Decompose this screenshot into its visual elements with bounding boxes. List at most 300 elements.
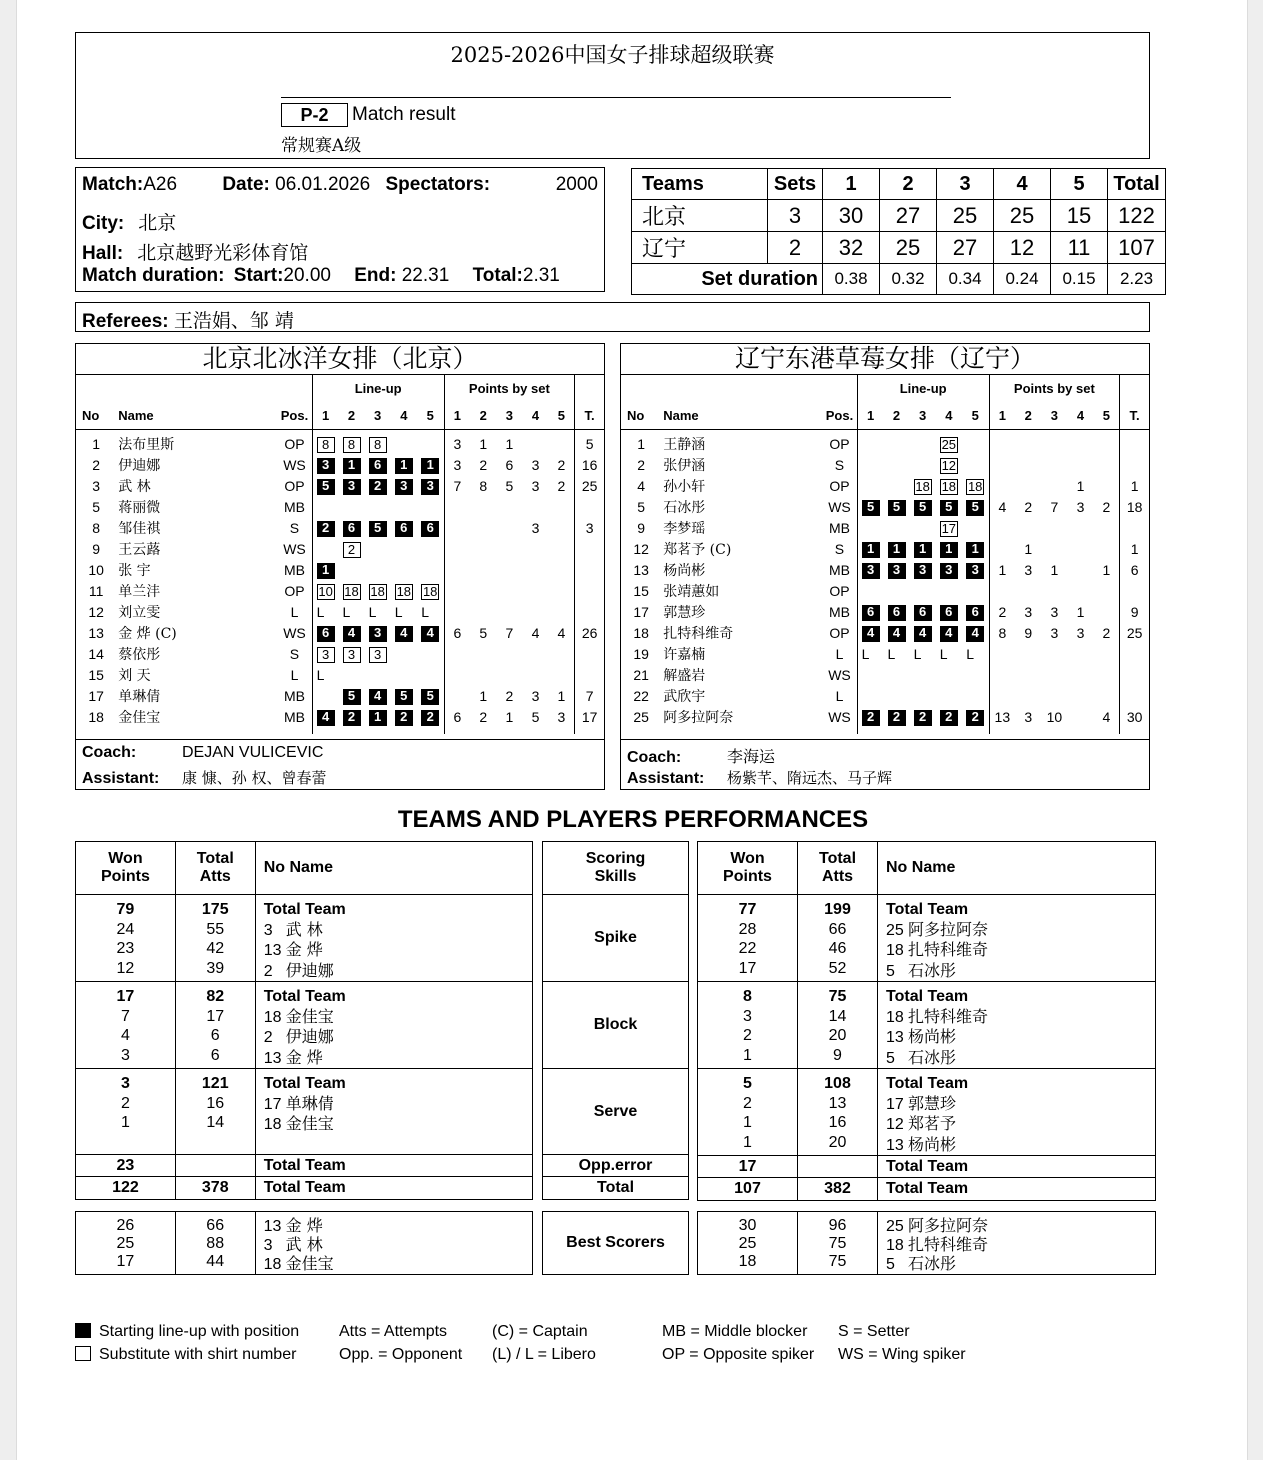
- set-points: [989, 644, 1015, 665]
- no-header: No: [621, 402, 661, 430]
- player-position: WS: [283, 457, 306, 473]
- home-roster: [75, 343, 605, 790]
- assistant-names: 杨紫芊、隋远杰、马子辉: [727, 769, 893, 787]
- player-name: 刘 天: [118, 668, 151, 684]
- player-number: 25: [633, 709, 649, 725]
- player-number: 13: [88, 625, 104, 641]
- lineup-cell: [338, 434, 364, 455]
- starting-position-marker: 1: [966, 542, 984, 558]
- total-atts-value: 75: [828, 1253, 847, 1270]
- player-number: 4: [637, 478, 645, 494]
- player-row: [76, 665, 604, 686]
- lineup-cell: [417, 455, 444, 476]
- total-atts-cell: [175, 982, 255, 1069]
- lineup-cell: [857, 686, 883, 707]
- referees-label: Referees:: [82, 311, 169, 332]
- set-points: 7: [1050, 499, 1059, 515]
- home-set-3: 25: [937, 200, 994, 232]
- player-number: 17: [263, 1095, 282, 1113]
- set-5-duration: 0.15: [1051, 264, 1108, 295]
- won-points-value: 17: [698, 1156, 798, 1178]
- total-atts-cell: [798, 895, 878, 982]
- total-atts-value: 42: [206, 940, 225, 957]
- starting-position-marker: 4: [862, 626, 880, 642]
- no-header: No: [76, 402, 116, 430]
- player-number: 2: [92, 457, 100, 473]
- lineup-cell: [910, 539, 936, 560]
- lineup-cell: [391, 602, 417, 623]
- player-name: 金佳宝: [285, 1006, 334, 1026]
- set-points: [496, 665, 522, 686]
- player-entry: [264, 1048, 532, 1069]
- lineup-cell: [883, 644, 909, 665]
- match-category: 常规赛A级: [281, 136, 362, 156]
- set-points: [1041, 476, 1067, 497]
- total-atts-value: 88: [206, 1235, 225, 1252]
- lineup-cell: [338, 686, 364, 707]
- set-points: [1067, 644, 1093, 665]
- starting-position-marker: 3: [343, 479, 361, 495]
- coach-label: Coach:: [627, 749, 682, 766]
- set-points: 2: [557, 457, 566, 473]
- set-points: 3: [444, 434, 470, 455]
- won-points-value: 3: [120, 1046, 130, 1064]
- starting-position-marker: 2: [940, 710, 958, 726]
- skill-group-row: [698, 982, 1156, 1069]
- won-points-value: 18: [738, 1253, 757, 1270]
- player-position: S: [834, 541, 845, 557]
- legend-captain: (C) = Captain: [492, 1323, 588, 1340]
- filler-cell: [989, 728, 1120, 734]
- set-points: [444, 686, 470, 707]
- player-total-points: [575, 644, 604, 665]
- lineup-set-2-header: 2: [338, 402, 364, 430]
- player-name: 金佳宝: [118, 710, 161, 726]
- player-name: 杨尚彬: [663, 563, 706, 579]
- player-name: 杨尚彬: [908, 1134, 957, 1154]
- libero-marker: L: [316, 604, 325, 620]
- libero-marker: L: [368, 604, 377, 620]
- won-points-cell: [698, 1212, 798, 1275]
- starting-position-marker: 5: [421, 689, 439, 705]
- set-points: 1: [989, 560, 1015, 581]
- set-points: 3: [1050, 604, 1059, 620]
- player-number: 13: [263, 1049, 282, 1067]
- lineup-cell: [857, 539, 883, 560]
- set-points: 1: [479, 436, 488, 452]
- player-position: MB: [828, 562, 850, 578]
- player-entry: [264, 1007, 532, 1028]
- lineup-cell: [417, 539, 444, 560]
- lineup-cell: [857, 623, 883, 644]
- lineup-cell: [365, 623, 391, 644]
- substitute-marker: 8: [317, 437, 335, 453]
- player-position: MB: [828, 520, 850, 536]
- set-points: [470, 665, 496, 686]
- date-label: Date:: [222, 174, 270, 195]
- total-atts-value: 6: [210, 1027, 220, 1044]
- away-total: 107: [1108, 232, 1166, 264]
- player-total-points: [1120, 518, 1149, 539]
- set-points: [522, 602, 548, 623]
- total-atts-value: 17: [206, 1007, 225, 1025]
- starting-position-marker: 5: [317, 479, 335, 495]
- won-points-value: 25: [116, 1235, 135, 1252]
- player-row: [621, 602, 1149, 623]
- player-name: 刘立雯: [118, 605, 161, 621]
- total-label: Total: [543, 1177, 689, 1200]
- set-points: 3: [531, 457, 540, 473]
- player-name: 武欣宇: [663, 689, 706, 705]
- set-points: [1015, 686, 1041, 707]
- substitute-marker: 3: [343, 647, 361, 663]
- filler-cell: [575, 728, 604, 734]
- lineup-cell: [883, 539, 909, 560]
- substitute-marker: 25: [941, 436, 957, 452]
- legend-opp: Opp. = Opponent: [339, 1346, 463, 1363]
- home-set-5: 15: [1051, 200, 1108, 232]
- player-number: 9: [637, 520, 645, 536]
- set-points: [549, 539, 575, 560]
- lineup-cell: [962, 644, 989, 665]
- lineup-cell: [857, 434, 883, 455]
- player-total-points: [1120, 455, 1149, 476]
- total-atts-cell: [798, 982, 878, 1069]
- lineup-cell: [962, 497, 989, 518]
- lineup-cell: [962, 686, 989, 707]
- performance-table: [542, 1211, 689, 1275]
- starting-position-marker: 5: [914, 500, 932, 516]
- won-points-value: 5: [743, 1075, 752, 1092]
- starting-position-marker: 5: [862, 500, 880, 516]
- total-atts-value: 82: [206, 988, 225, 1005]
- lineup-cell: [417, 602, 444, 623]
- won-points-value: 23: [76, 1155, 176, 1177]
- won-points-cell: [76, 1212, 176, 1275]
- match-info-box: [75, 167, 605, 292]
- set-points: 1: [1024, 541, 1033, 557]
- set-points: 3: [531, 520, 540, 536]
- starting-position-marker: 6: [940, 605, 958, 621]
- set-points: [444, 665, 470, 686]
- player-row: [621, 539, 1149, 560]
- home-team-name: 北京: [632, 200, 768, 232]
- player-entry: [886, 940, 1155, 961]
- player-entry: [886, 1007, 1155, 1028]
- coach-row: [82, 744, 323, 762]
- total-atts-value: 16: [828, 1114, 847, 1131]
- lineup-cell: [312, 644, 338, 665]
- starting-position-marker: 2: [343, 710, 361, 726]
- won-points-value: 30: [738, 1217, 757, 1234]
- won-points-value: 1: [120, 1114, 130, 1131]
- starting-position-marker: 1: [369, 710, 387, 726]
- player-name: 石冰彤: [908, 960, 957, 980]
- total-atts-cell: [798, 1069, 878, 1156]
- total-atts-value: 55: [206, 920, 225, 938]
- set-points: [1041, 644, 1067, 665]
- set-points: [989, 518, 1015, 539]
- set-5-header: 5: [1051, 169, 1108, 200]
- player-row: [621, 644, 1149, 665]
- libero-marker: L: [887, 646, 896, 662]
- set-points: 3: [1024, 709, 1033, 725]
- total-team-label: Total Team: [878, 1156, 1156, 1178]
- won-points-value: 3: [743, 1007, 752, 1025]
- starting-position-marker: 3: [888, 563, 906, 579]
- player-row: [76, 602, 604, 623]
- lineup-cell: [391, 665, 417, 686]
- total-team-label: Total Team: [263, 901, 346, 918]
- set-points: [549, 497, 575, 518]
- player-number: 18: [88, 709, 104, 725]
- total-team-label: Total Team: [255, 1155, 532, 1177]
- opp-error-row: [543, 1155, 689, 1177]
- set-points: [989, 476, 1015, 497]
- coach-label: Coach:: [82, 744, 137, 761]
- set-duration-label: Set duration: [632, 264, 823, 295]
- player-row: [621, 476, 1149, 497]
- skill-row: [543, 1069, 689, 1155]
- libero-marker: L: [861, 646, 870, 662]
- set-points: [549, 665, 575, 686]
- legend-substitute: [75, 1346, 296, 1364]
- player-number: 14: [88, 646, 104, 662]
- player-total-points: 3: [575, 518, 604, 539]
- lineup-cell: [962, 560, 989, 581]
- won-points-header: Won Points: [76, 842, 176, 895]
- no-name-header: No Name: [878, 842, 1156, 895]
- player-number: 2: [263, 962, 273, 980]
- player-entry: [886, 1236, 1155, 1255]
- roster-column-header: [76, 402, 604, 430]
- player-name: 许嘉楠: [663, 647, 706, 663]
- city-value: 北京: [138, 212, 177, 234]
- player-number: 3: [263, 921, 273, 939]
- starting-position-marker: 5: [940, 500, 958, 516]
- total-atts-header: Total Atts: [175, 842, 255, 895]
- set-points: 6: [505, 457, 514, 473]
- total-atts-value: 66: [828, 920, 847, 938]
- blank-header: [1120, 375, 1149, 402]
- lineup-cell: [936, 686, 962, 707]
- skill-group-row: [698, 895, 1156, 982]
- player-number: 5: [886, 1049, 895, 1067]
- match-info-row-1: [82, 174, 490, 196]
- player-position: OP: [829, 436, 850, 452]
- lineup-cell: [312, 518, 338, 539]
- points-set-2-header: 2: [470, 402, 496, 430]
- lineup-cell: [910, 560, 936, 581]
- pos-header: Pos.: [822, 402, 857, 430]
- lineup-cell: [883, 707, 909, 728]
- set-points: 8: [989, 623, 1015, 644]
- lineup-cell: [417, 434, 444, 455]
- form-name: Match result: [352, 104, 456, 125]
- set-points: [470, 602, 496, 623]
- lineup-cell: [936, 518, 962, 539]
- player-total-points: 25: [575, 476, 604, 497]
- starting-position-marker: 3: [421, 479, 439, 495]
- points-set-4-header: 4: [522, 402, 548, 430]
- substitute-marker: 10: [318, 583, 333, 599]
- starting-position-marker: 3: [966, 563, 984, 579]
- set-points: 2: [989, 602, 1015, 623]
- starting-position-marker: 3: [862, 563, 880, 579]
- player-number: 2: [263, 1029, 273, 1046]
- best-scorers-label: Best Scorers: [543, 1212, 689, 1275]
- set-2-duration: 0.32: [880, 264, 937, 295]
- lineup-cell: [365, 707, 391, 728]
- player-name: 杨尚彬: [908, 1027, 957, 1046]
- set-points: [1094, 602, 1120, 623]
- performance-header-row: [698, 842, 1156, 895]
- hall-value: 北京越野光彩体育馆: [137, 242, 309, 264]
- player-number: 13: [263, 1218, 282, 1235]
- set-points: 10: [1046, 709, 1063, 725]
- player-row: [621, 497, 1149, 518]
- lineup-cell: [417, 644, 444, 665]
- won-points-value: 28: [738, 920, 757, 938]
- lineup-cell: [391, 539, 417, 560]
- player-name: 法布里斯: [118, 437, 175, 453]
- filled-square-icon: [75, 1323, 91, 1338]
- home-set-2: 27: [880, 200, 937, 232]
- player-name: 金佳宝: [285, 1254, 334, 1273]
- set-points: [522, 497, 548, 518]
- won-points-value: 2: [743, 1027, 752, 1044]
- lineup-set-5-header: 5: [417, 402, 444, 430]
- won-points-value: 25: [738, 1235, 757, 1252]
- set-points: [496, 602, 522, 623]
- won-points-value: 3: [120, 1075, 130, 1092]
- lineup-cell: [417, 560, 444, 581]
- won-points-value: 17: [738, 959, 757, 977]
- total-atts-value: 13: [828, 1094, 847, 1112]
- won-points-cell: [76, 1069, 176, 1155]
- starting-position-marker: 4: [317, 710, 335, 726]
- player-row: [621, 434, 1149, 455]
- libero-marker: L: [394, 604, 403, 620]
- libero-marker: L: [913, 646, 922, 662]
- starting-position-marker: 2: [369, 479, 387, 495]
- starting-position-marker: 4: [343, 626, 361, 642]
- blank-header: [76, 375, 312, 402]
- set-points: 2: [479, 709, 488, 725]
- player-name: 伊迪娜: [285, 960, 334, 980]
- best-scorers-label-row: [543, 1212, 689, 1275]
- total-atts-value: 75: [828, 988, 847, 1005]
- lineup-cell: [365, 539, 391, 560]
- points-set-2-header: 2: [1015, 402, 1041, 430]
- referees-row: [82, 306, 294, 333]
- scoring-skills-header: Scoring Skills: [543, 842, 689, 895]
- coach-name: DEJAN VULICEVIC: [182, 744, 324, 761]
- lineup-cell: [391, 497, 417, 518]
- set-points: 1: [505, 436, 514, 452]
- player-number: 18: [886, 942, 904, 959]
- skill-group-row: [76, 982, 533, 1069]
- won-points-value: 1: [743, 1133, 752, 1151]
- won-points-value: 17: [116, 988, 135, 1005]
- player-name: 单琳倩: [285, 1093, 334, 1113]
- lineup-cell: [417, 497, 444, 518]
- legend-starting: [75, 1323, 299, 1341]
- player-number: 13: [886, 1136, 904, 1154]
- name-cell: [878, 895, 1156, 982]
- player-position: MB: [828, 604, 850, 620]
- lineup-cell: [910, 707, 936, 728]
- player-row: [76, 518, 604, 539]
- starting-position-marker: 6: [369, 458, 387, 474]
- set-points: [989, 665, 1015, 686]
- best-scorers-row: [698, 1212, 1156, 1275]
- no-name-header: No Name: [255, 842, 532, 895]
- skill-row: [543, 895, 689, 982]
- player-entry: [264, 1027, 532, 1048]
- player-name: 金 烨: [285, 1216, 323, 1235]
- set-points: [496, 644, 522, 665]
- starting-position-marker: 6: [395, 521, 413, 537]
- legend-atts: Atts = Attempts: [339, 1323, 448, 1340]
- total-atts-value: 75: [828, 1235, 847, 1252]
- name-cell: [255, 895, 532, 982]
- player-name: 蒋丽微: [118, 500, 161, 516]
- player-number: 2: [637, 457, 645, 473]
- set-points: [522, 644, 548, 665]
- player-total-points: [575, 497, 604, 518]
- set-points: [1094, 581, 1120, 602]
- player-number: 13: [886, 1029, 904, 1046]
- set-4-header: 4: [994, 169, 1051, 200]
- set-points: 7: [505, 625, 514, 641]
- set-points: 3: [1024, 604, 1033, 620]
- set-points: [1094, 455, 1120, 476]
- lineup-cell: [338, 581, 364, 602]
- player-position: OP: [284, 436, 305, 452]
- lineup-cell: [312, 560, 338, 581]
- lineup-cell: [962, 434, 989, 455]
- set-points: 6: [444, 623, 470, 644]
- assistant-names: 康 慷、孙 权、曾春蕾: [182, 769, 327, 787]
- substitute-marker: 18: [344, 583, 359, 599]
- set-points: [989, 581, 1015, 602]
- lineup-cell: [312, 455, 338, 476]
- starting-position-marker: 3: [395, 479, 413, 495]
- lineup-cell: [338, 497, 364, 518]
- lineup-cell: [857, 707, 883, 728]
- home-total: 122: [1108, 200, 1166, 232]
- set-points: 7: [444, 476, 470, 497]
- set-points: [496, 560, 522, 581]
- substitute-marker: 8: [369, 437, 387, 453]
- player-name: 金 烨: [285, 1047, 323, 1067]
- player-entry: [886, 1048, 1155, 1069]
- lineup-set-4-header: 4: [391, 402, 417, 430]
- player-number: 1: [637, 436, 645, 452]
- player-name: 武 林: [285, 919, 323, 939]
- player-entry: [264, 1094, 532, 1115]
- set-3-header: 3: [937, 169, 994, 200]
- set-points: [522, 665, 548, 686]
- competition-title: 2025-2026中国女子排球超级联赛: [450, 43, 775, 67]
- substitute-marker: 18: [941, 478, 957, 494]
- lineup-cell: [338, 539, 364, 560]
- lineup-cell: [365, 665, 391, 686]
- player-name: 王静涵: [663, 437, 706, 453]
- set-points: [1067, 665, 1093, 686]
- legend-op: OP = Opposite spiker: [662, 1346, 815, 1363]
